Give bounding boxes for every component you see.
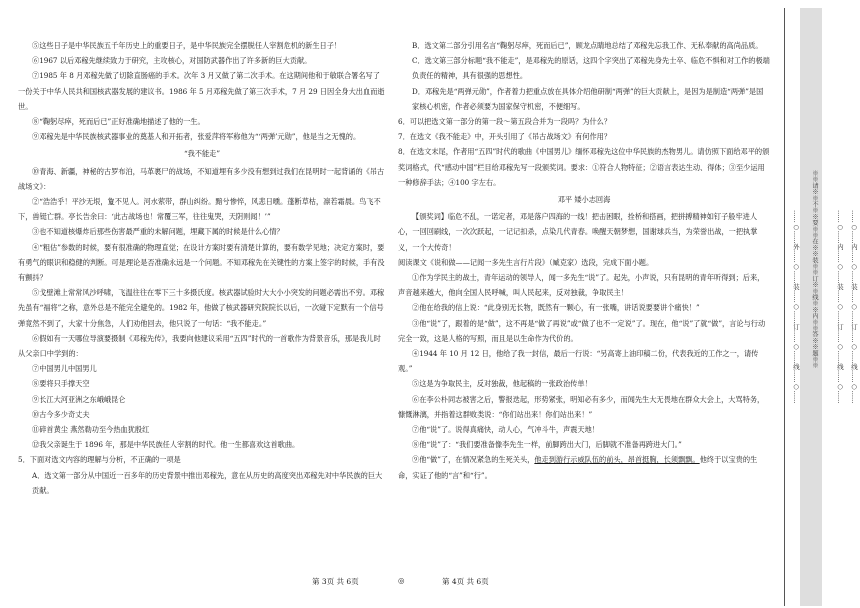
- question-6: 6．可以把选文第一部分的第一段～第五段合并为一段吗？为什么？: [398, 117, 612, 127]
- r9-suffix: 他终于以宝贵的生命，实证了他的“言”和“行”。: [398, 455, 758, 480]
- reading-intro: 阅读课文《说和做——记闻一多先生言行片段》（臧克家）选段，完成下面小题。: [398, 257, 654, 267]
- reading-paragraph: ④1944 年 10 月 12 日，他给了我一封信，最后一行说：“另高寄上油印稿二份，代表我近的工作之一，请传观。”: [398, 349, 759, 374]
- paragraph: ⑤这些日子是中华民族五千年历史上的重要日子，是中华民族完全摆脱任人宰割危机的新生日子！: [32, 41, 342, 50]
- paragraph: ④“粗估”参数的时候，要有很准确的物理直觉；在设计方案时要有清楚计算的，要有数学见地；决定方案时，要有勇气的眼识和稳健的判断。可是理论是否准确永远是一个问题。不知邓稼先在关键性的方案上签字的时候，手有没有颤抖？: [18, 242, 385, 283]
- paragraph: ②“浩浩乎！平沙无垠，夐不见人。河水萦带，群山纠纷。黯兮惨悴，风悲日曛。蓬断草枯，凛若霜晨。鸟飞不下，兽铤亡群。亭长告余曰：‘此古战场也！常覆三军，往往鬼哭，天阴则闻！’”: [18, 197, 381, 222]
- underlined-sentence: 他走到游行示威队伍的前头，昂首挺胸，长须飘飘。: [534, 455, 700, 465]
- r9-prefix: ⑨他“做”了，在情况紧急的生死关头，: [412, 455, 535, 465]
- question-5: 5．下面对选文内容的理解与分析，不正确的一项是: [18, 455, 181, 465]
- paragraph: ⑤戈壁滩上常常风沙呼啸，飞温往往在零下三十多摄氏度。核武器试验时大大小小突发的问题必需出不穷。邓稼先虽有“福将”之称，意外总是不能完全避免的。1982 年，他做了核武器研究院院长以后，一次碰下定默有一个信号弹竟然不到了，大家十分焦急，人们劝他回去，他只说了一句话：“我不能走。”: [18, 288, 385, 328]
- song-line: ⑪碎首黄尘 燕然勒功至今热血犹殷红: [32, 425, 150, 435]
- center-mark-icon: ◎: [398, 576, 405, 585]
- seal-line-edge: ……○……内……○……装……○……订……○……线……○……: [850, 210, 858, 404]
- reading-paragraph: ③他“说”了，跟着的是“做”，这不再是“做了再说”或“做了也不一定说”了。现在，他“说”了就“做”，言论与行动完全一致，这是人格的写照，而且是以生命作为代价的。: [398, 318, 766, 343]
- paragraph: ⑥1967 以后邓稼先继续致力于研究，主攻核心，对国防武器作出了许多新的巨大贡献。: [32, 56, 312, 66]
- paragraph: ⑫我父亲诞生于 1896 年，那是中华民族任人宰割的时代。他一生都喜欢这首歌曲。: [32, 440, 300, 450]
- seal-line-inner: ……○……内……○……装……○……订……○……线……○……: [836, 210, 844, 404]
- binding-notice: ※※请※※不※※要※※在※※装※※订※※线※※内※※答※※题※※: [811, 170, 818, 369]
- question-5-option-d: D．邓稼先是“两弹元勋”，作者着力把重点放在具体介绍他研制“两弹”的巨大贡献上，是因为是制造“两弹”是国家核心机密，作者必须要为国家保守机密，不便细写。: [412, 86, 764, 111]
- song-line: ⑩古今多少奇丈夫: [32, 409, 90, 419]
- award-header: 邓平 矮小志回海: [557, 195, 611, 205]
- question-5-option-c: C．选文第三部分标题“我不能走”，是邓稼先的原话，这四个字突出了邓稼先身先士卒、临危不惧和对工作的极端负责任的精神，具有很强的思想性。: [412, 56, 770, 81]
- question-7: 7．在选文《我不能走》中，开头引用了《吊古战场文》有何作用？: [398, 132, 612, 142]
- reading-paragraph: ①作为学民主的战士，青年运动的领导人，闻一多先生“说”了。起先，小声说，只有昆明的青年听得到；后来，声音越来越大，他向全国人民呼喊，叫人民起来，反对独裁，争取民主！: [398, 273, 765, 298]
- question-5-option-a: A．选文第一部分从中国近一百多年的历史背景中推出邓稼先，意在从历史的高度突出邓稼先对中华民族的巨大贡献。: [32, 470, 383, 495]
- question-5-option-b: B．选文第二部分引用名言“鞠躬尽瘁，死而后已”，顾龙点睛地总结了邓稼先忘我工作、无私奉献的高尚品质。: [412, 41, 763, 50]
- paragraph: ⑦1985 年 8 月邓稼先做了切除直肠癌的手术。次年 3 月又做了第二次手术。在这期间他和于敏联合署名写了一份关于中华人民共和国核武器发展的建议书。1986 年 5 月邓稼先做了第三次手术，7 月 29 日因全身大出血而逝世。: [18, 71, 385, 111]
- song-line: ⑦中国男儿中国男儿: [32, 364, 97, 374]
- reading-paragraph: ⑧他“说”了：“我们要准备像李先生一样，前脚跨出大门，后脚就不准备再跨进大门。”: [412, 440, 682, 450]
- section-title: “我不能走”: [183, 149, 221, 159]
- left-page-column: [18, 38, 386, 498]
- song-line: ⑨长江大河亚洲之东峨峨昆仑: [32, 394, 126, 404]
- reading-paragraph: ②他在给我的信上说：“此身别无长物，既然有一颗心，有一张嘴，讲话说要要讲个痛快！”: [412, 303, 700, 313]
- reading-paragraph: ⑦他“说”了。说得真痛快，动人心，气冲斗牛，声震天地！: [412, 425, 600, 435]
- page-number-left: 第 3页 共 6页: [312, 577, 359, 586]
- right-page-column: [398, 38, 770, 483]
- reading-paragraph: ⑥在李公朴同志被害之后，警报迭起，形势紧张，明知必有多少，而闻先生大无畏地在群众大会上，大骂特务，慷慨淋漓，并指着这群败类说：“你们站出来！你们站出来！”: [398, 394, 765, 419]
- paragraph: ③也不知道核爆炸后那些伤害最严重的未解问题，埋藏下属的时候是什么心情？: [32, 227, 284, 237]
- reading-paragraph-9: [398, 452, 770, 482]
- binding-divider: [784, 8, 785, 606]
- award-text: 【颁奖词】临危不乱，一诺定者，邓是落户四海的一线！把击困眼，拴桥和搭画，把拼搏精神如钉子般牢进人心，一回回刷线，一次次跃起，一记记扣杀，点染几代青春。唤醒天朝梦想，国谢球兵当，为荣誉出战，一把执掌义，一个大传奇！: [398, 212, 758, 252]
- song-line: ⑧要将只手撑天空: [32, 379, 90, 389]
- reading-paragraph: ⑤这是为争取民主，反对独裁，他起稿的一张政治传单！: [412, 379, 592, 389]
- paragraph: ⑩青海、新疆，神秘的古罗布泊，马革裹尸的战场，不知道埋有多少没有想到过我们在昆明时一起背诵的《吊古战场文》：: [18, 166, 385, 191]
- question-8: 8．在选文末尾，作者用“五四”时代的歌曲《中国男儿》缅怀邓稼先这位中华民族的杰物男儿。请仿照下面给邓平的颁奖词格式，代“感动中国”栏目给邓稼先写一段颁奖词。要求：①符合人物特征；②语言表达生动、得体；③至少运用一种修辞手法；④100 字左右。: [398, 147, 770, 187]
- paragraph: ⑥假如有一天哪位导演要摄制《邓稼先传》，我要向他建议采用“五四”时代的一首歌作为背景音乐，那是我儿时从父亲口中学到的：: [18, 333, 381, 359]
- page-number-right: 第 4页 共 6页: [442, 577, 489, 586]
- seal-line-outer: ……○……外……○……装……○……订……○……线……○……: [792, 210, 800, 404]
- paragraph: ⑨邓稼先是中华民族核武器事业的奠基人和开拓者，张爱萍将军称他为“‘两弹’元勋”，他是当之无愧的。: [32, 132, 361, 142]
- paragraph: ⑧“鞠躬尽瘁，死而后已”正好准确地描述了他的一生。: [32, 117, 205, 127]
